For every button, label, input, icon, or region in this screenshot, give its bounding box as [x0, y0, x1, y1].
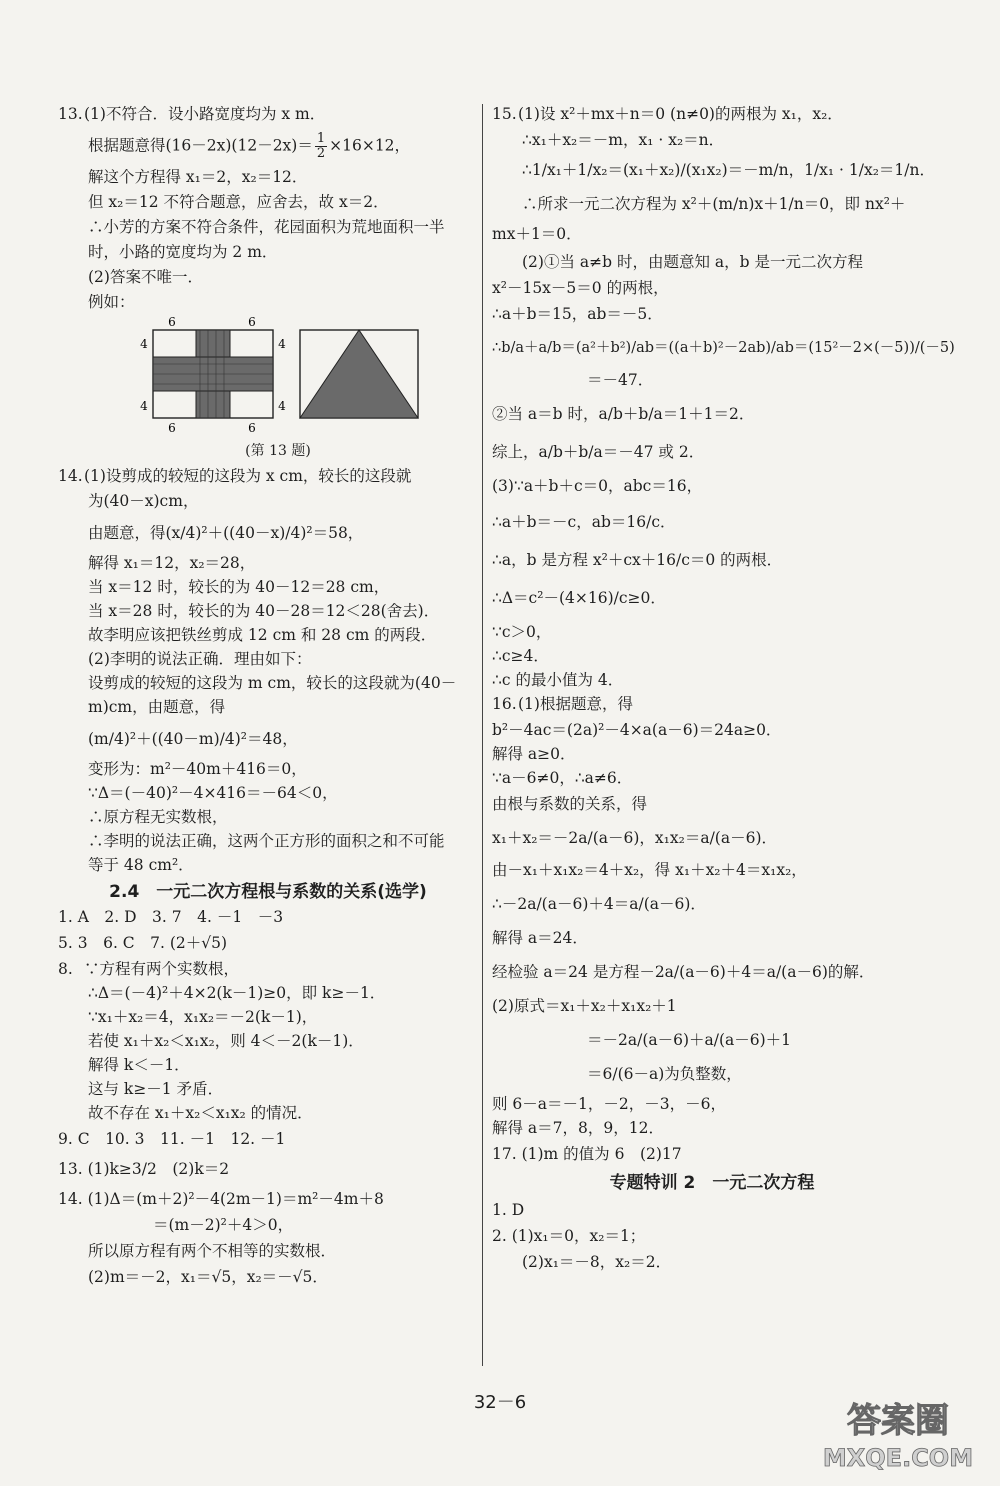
q15-line7: x²－15x－5＝0 的两根，	[492, 279, 669, 297]
q14-line6: 当 x＝28 时，较长的为 40－28＝12＜28(舍去)．	[88, 602, 440, 620]
q13-line3: 解这个方程得 x₁＝2，x₂＝12．	[88, 168, 308, 186]
q13-diagrams	[128, 312, 428, 442]
left-column	[58, 104, 478, 1287]
q13-line2: 根据题意得(16－2x)(12－2x)＝ $\frac{1}{2}$ ×16×12，	[88, 131, 411, 161]
section-title-special: 专题特训 2 一元二次方程	[609, 1173, 815, 1193]
right-column	[492, 104, 955, 1272]
q14b-line2: ＝(m－2)²＋4＞0，	[153, 1216, 294, 1234]
svg-text:答案圈: 答案圈	[847, 1401, 949, 1441]
answers-1-4: 1. A 2. D 3. 7 4. －1 －3	[58, 908, 284, 926]
q14-line3: 由题意，得(x/4)²＋((40－x)/4)²＝58，	[88, 524, 364, 542]
q15-line5: mx＋1＝0．	[492, 225, 582, 243]
fig-label-right-bottom: 4	[278, 399, 286, 413]
q14-line2: 为(40－x)cm，	[88, 492, 199, 510]
q16-line7: 由－x₁＋x₁x₂＝4＋x₂，得 x₁＋x₂＋4＝x₁x₂，	[492, 861, 807, 879]
section-title-2-4: 2.4 一元二次方程根与系数的关系(选学)	[109, 882, 427, 902]
column-divider	[482, 104, 483, 1366]
q13-line5: ∴小芳的方案不符合条件，花园面积为荒地面积一半	[88, 218, 445, 236]
watermark-logo	[808, 1392, 986, 1476]
q16-line13: ＝6/(6－a)为负整数，	[587, 1065, 742, 1083]
answers-5-7: 5. 3 6. C 7. (2＋√5)	[58, 934, 228, 952]
q14-line12: 变形为：m²－40m＋416＝0，	[88, 760, 307, 778]
fig-label-bottom-left: 6	[168, 421, 176, 435]
q15-line11: ②当 a＝b 时，a/b＋b/a＝1＋1＝2．	[492, 405, 755, 423]
q14b-line3: 所以原方程有两个不相等的实数根．	[88, 1242, 337, 1260]
q8-line6: 这与 k≥－1 矛盾．	[88, 1080, 224, 1098]
fig-label-top-left: 6	[168, 315, 176, 329]
q13-line4: 但 x₂＝12 不符合题意，应舍去，故 x＝2．	[88, 193, 389, 211]
answers-9-12: 9. C 10. 3 11. －1 12. －1	[58, 1130, 286, 1148]
q8-line7: 故不存在 x₁＋x₂＜x₁x₂ 的情况．	[88, 1104, 313, 1122]
q14-line5: 当 x＝12 时，较长的为 40－12＝28 cm，	[88, 578, 390, 596]
q16-line2: b²－4ac＝(2a)²－4×a(a－6)＝24a≥0．	[492, 721, 782, 739]
q14-line14: ∴原方程无实数根，	[88, 808, 228, 826]
q8-line5: 解得 k＜－1．	[88, 1056, 190, 1074]
q15-line14: ∴a＋b＝－c，ab＝16/c．	[492, 513, 676, 531]
q8-line3: ∵x₁＋x₂＝4，x₁x₂＝－2(k－1)，	[88, 1008, 318, 1026]
q14b-line1: 14. (1)Δ＝(m＋2)²－4(2m－1)＝m²－4m＋8	[58, 1190, 384, 1208]
q15-line4: ∴所求一元二次方程为 x²＋(m/n)x＋1/n＝0，即 nx²＋	[522, 195, 906, 213]
q13-line7: (2)答案不唯一．	[88, 268, 203, 286]
q16-line3: 解得 a≥0．	[492, 745, 576, 763]
q13-line8: 例如：	[88, 293, 135, 311]
q13-line6: 时，小路的宽度均为 2 m．	[88, 243, 278, 261]
q15-line12: 综上，a/b＋b/a＝－47 或 2．	[492, 443, 705, 461]
ans-2a: 2. (1)x₁＝0，x₂＝1；	[492, 1227, 646, 1245]
q16-line11: (2)原式＝x₁＋x₂＋x₁x₂＋1	[492, 997, 677, 1015]
q15-line15: ∴a，b 是方程 x²＋cx＋16/c＝0 的两根．	[492, 551, 783, 569]
figure-caption: (第 13 题)	[245, 443, 311, 459]
q16-line4: ∵a－6≠0，∴a≠6．	[492, 769, 633, 787]
q15-line10: ＝－47．	[587, 371, 654, 389]
q8-line2: ∴Δ＝(－4)²＋4×2(k－1)≥0，即 k≥－1．	[88, 984, 386, 1002]
q14-line16: 等于 48 cm²．	[88, 856, 194, 874]
q8-line1: 8. ∵方程有两个实数根，	[58, 960, 240, 978]
q14-line8: (2)李明的说法正确．理由如下：	[88, 650, 312, 668]
q13b: 13. (1)k≥3/2 (2)k＝2	[58, 1160, 230, 1178]
q15-line2: ∴x₁＋x₂＝－m，x₁ · x₂＝n．	[522, 131, 725, 149]
fraction: $\frac{1}{2}$	[316, 131, 326, 161]
fig-label-top-right: 6	[248, 315, 256, 329]
q16-line15: 解得 a＝7，8，9，12．	[492, 1119, 664, 1137]
q14-line13: ∵Δ＝(－40)²－4×416＝－64＜0，	[88, 784, 338, 802]
q15-line18: ∴c≥4．	[492, 647, 549, 665]
q14-line10: m)cm，由题意，得	[88, 698, 226, 716]
q15-line9: ∴b/a＋a/b＝(a²＋b²)/ab＝((a＋b)²－2ab)/ab＝(15²－2×(－5))/(－5)	[492, 340, 955, 356]
q15-line6: (2)①当 a≠b 时，由题意知 a，b 是一元二次方程	[522, 253, 863, 271]
q16-line12: ＝－2a/(a－6)＋a/(a－6)＋1	[587, 1031, 792, 1049]
q16-line1: 16.(1)根据题意，得	[492, 695, 633, 713]
q14-line9: 设剪成的较短的这段为 m cm，较长的这段就为(40－	[88, 674, 457, 692]
svg-text:MXQE.COM: MXQE.COM	[822, 1444, 974, 1472]
ans-2b: (2)x₁＝－8，x₂＝2．	[522, 1253, 672, 1271]
q16-line10: 经检验 a＝24 是方程－2a/(a－6)＋4＝a/(a－6)的解．	[492, 963, 875, 981]
ans-1: 1. D	[492, 1201, 525, 1219]
q14-line4: 解得 x₁＝12，x₂＝28，	[88, 554, 256, 572]
q13-figure	[128, 312, 428, 442]
q15-line1: 15.(1)设 x²＋mx＋n＝0 (n≠0)的两根为 x₁，x₂．	[492, 105, 843, 123]
fig-label-bottom-right: 6	[248, 421, 256, 435]
page-number: 32－6	[473, 1392, 527, 1413]
q8-line4: 若使 x₁＋x₂＜x₁x₂，则 4＜－2(k－1)．	[88, 1032, 364, 1050]
q14-line1: 14.(1)设剪成的较短的这段为 x cm，较长的这段就	[58, 467, 412, 485]
q15-line3: ∴1/x₁＋1/x₂＝(x₁＋x₂)/(x₁x₂)＝－m/n，1/x₁ · 1/x₂＝1/n．	[522, 161, 935, 179]
q16-line14: 则 6－a＝－1，－2，－3，－6，	[492, 1095, 726, 1113]
q15-line16: ∴Δ＝c²－(4×16)/c≥0．	[492, 589, 666, 607]
fig-label-side-top: 4	[140, 337, 148, 351]
q13-line1: 13.(1)不符合．设小路宽度均为 x m．	[58, 105, 326, 123]
q15-line19: ∴c 的最小值为 4．	[492, 671, 624, 689]
q15-line17: ∵c＞0，	[492, 623, 552, 641]
q14-line7: 故李明应该把铁丝剪成 12 cm 和 28 cm 的两段．	[88, 626, 437, 644]
fig-label-side-bottom: 4	[140, 399, 148, 413]
q15-line13: (3)∵a＋b＋c＝0，abc＝16，	[492, 477, 703, 495]
q15-line8: ∴a＋b＝15，ab＝－5．	[492, 305, 663, 323]
q16-line8: ∴－2a/(a－6)＋4＝a/(a－6)．	[492, 895, 706, 913]
q14b-line4: (2)m＝－2，x₁＝√5，x₂＝－√5．	[88, 1268, 328, 1286]
q17: 17. (1)m 的值为 6 (2)17	[492, 1145, 682, 1163]
fig-label-right-top: 4	[278, 337, 286, 351]
q16-line9: 解得 a＝24．	[492, 929, 588, 947]
q14-line11: (m/4)²＋((40－m)/4)²＝48，	[88, 730, 298, 748]
q14-line15: ∴李明的说法正确，这两个正方形的面积之和不可能	[88, 832, 445, 850]
q16-line6: x₁＋x₂＝－2a/(a－6)，x₁x₂＝a/(a－6)．	[492, 829, 778, 847]
q16-line5: 由根与系数的关系，得	[492, 795, 648, 813]
